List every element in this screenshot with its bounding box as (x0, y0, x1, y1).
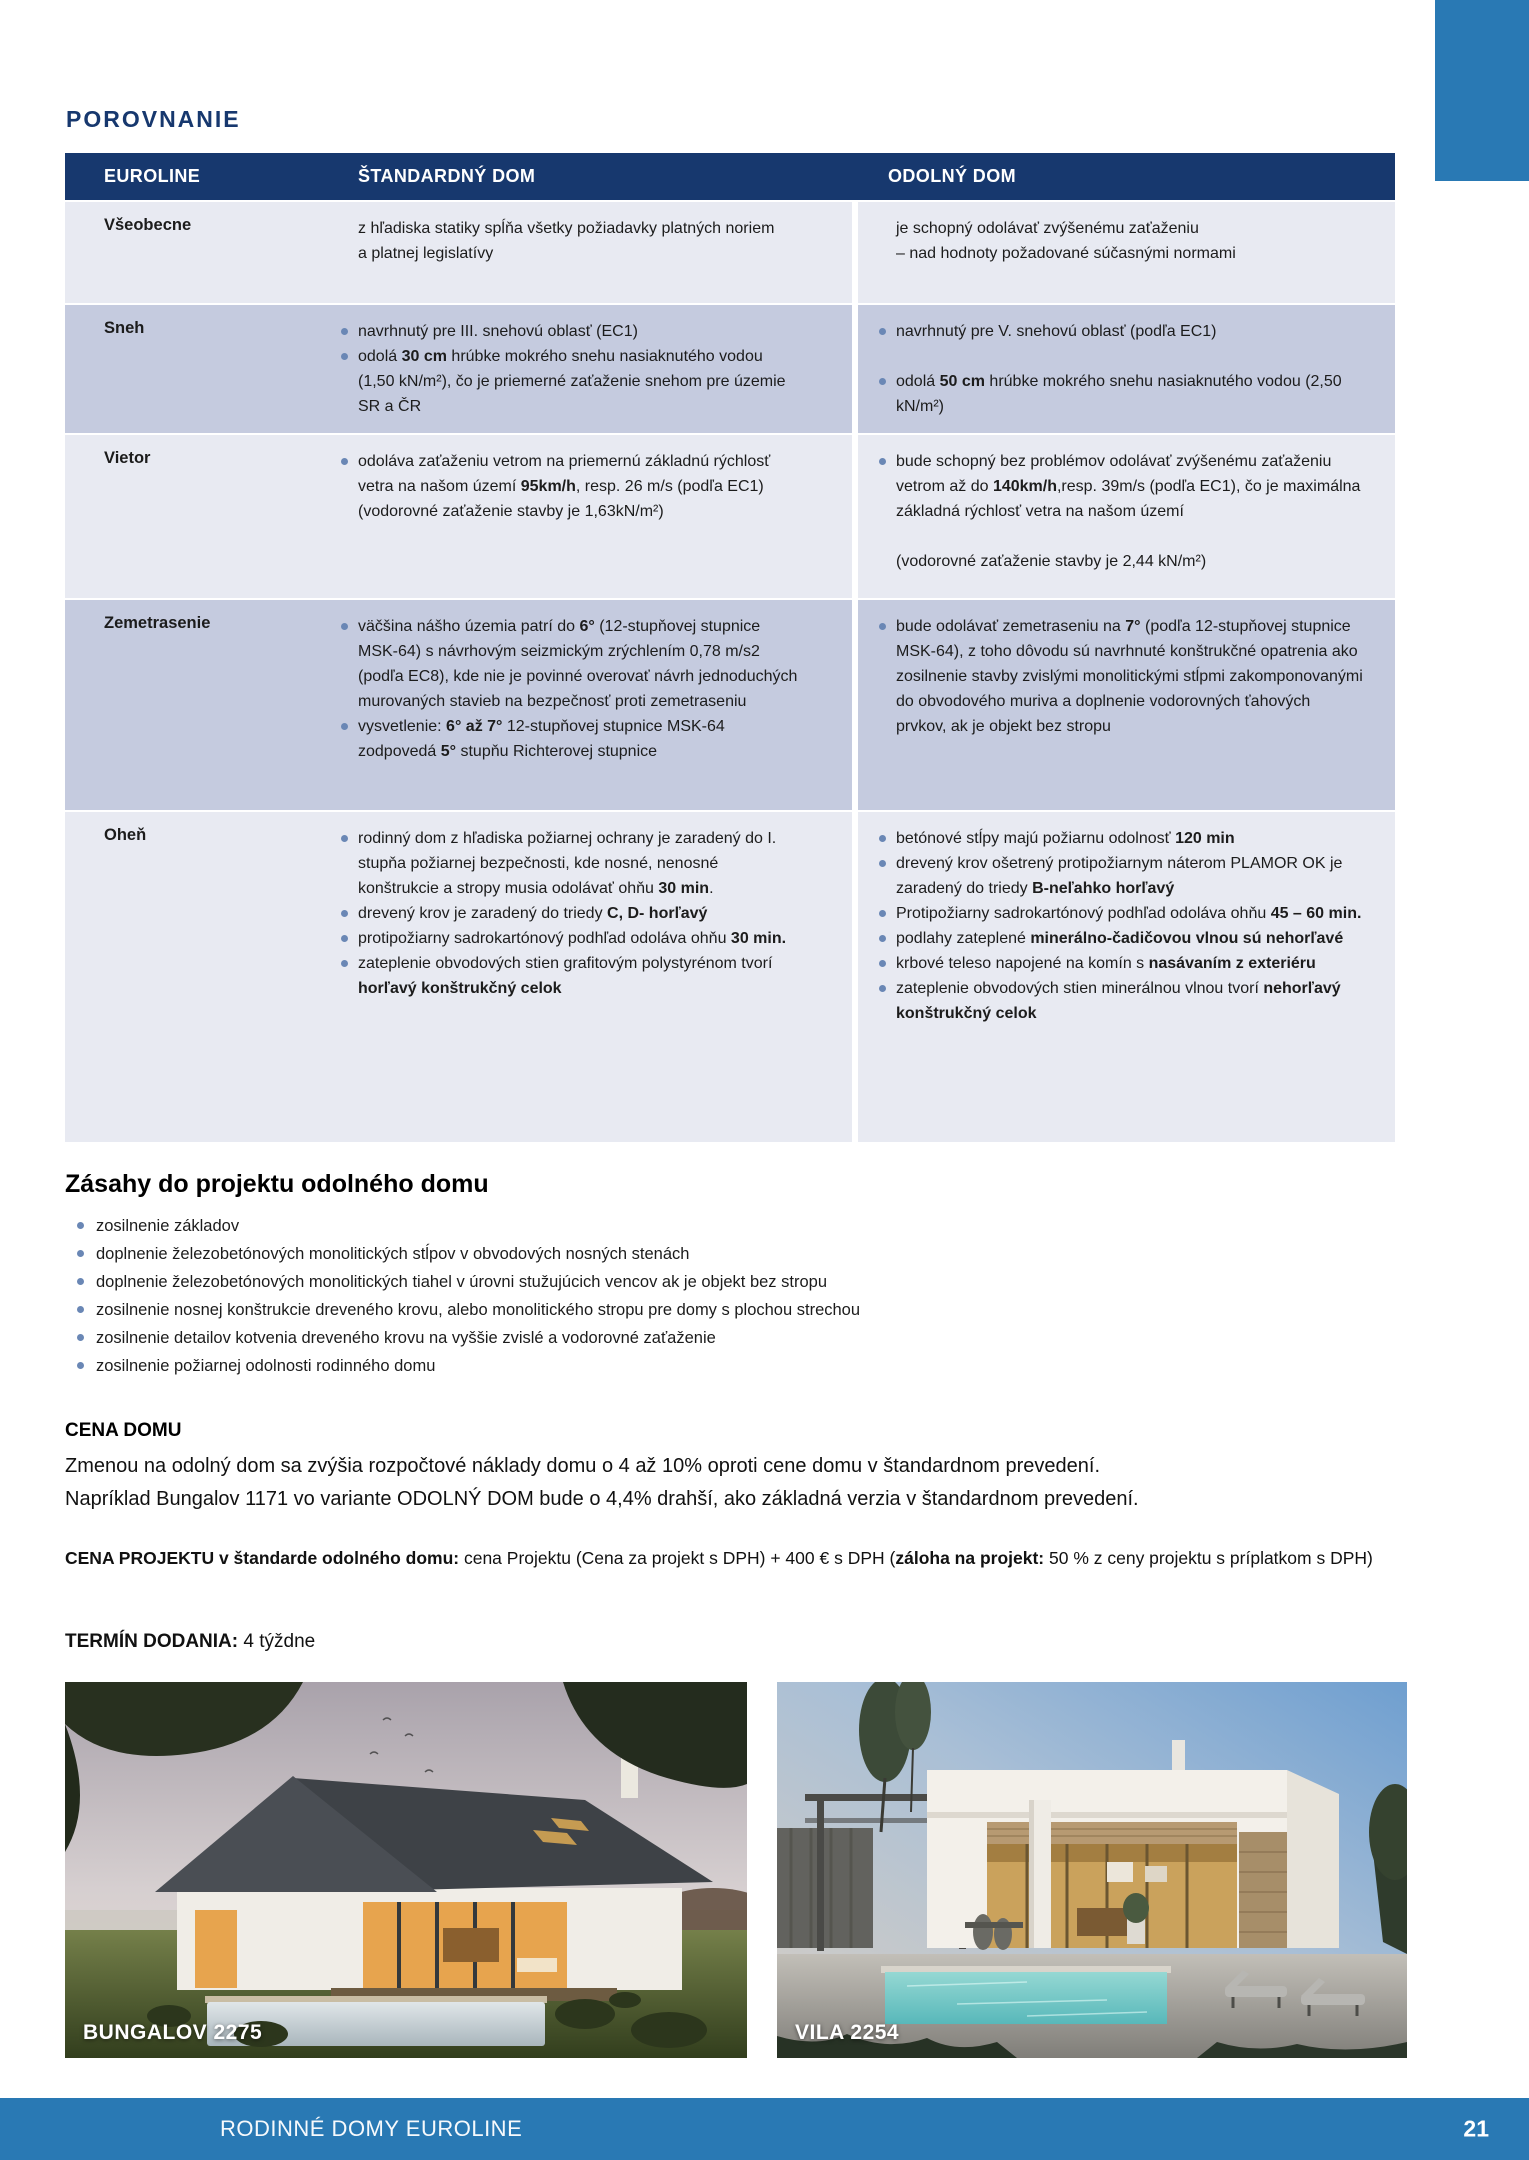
bullet-dot-icon (330, 951, 358, 1001)
bullet-item (868, 826, 1365, 851)
footer-bar (0, 2098, 1529, 2160)
table-cell (320, 202, 852, 303)
bullet-dot-icon (868, 449, 896, 524)
list-item-text: zosilnenie nosnej konštrukcie dreveného krovu, alebo monolitického stropu pre domy s plochou strechou (96, 1301, 861, 1319)
list-item (65, 1296, 1410, 1324)
bullet-dot-icon (330, 319, 358, 344)
bullet-text: drevený krov je zaradený do triedy C, D- horľavý (358, 905, 708, 922)
bullet-text: navrhnutý pre V. snehovú oblasť (podľa EC1) (896, 323, 1217, 340)
bullet-text: navrhnutý pre III. snehovú oblasť (EC1) (358, 323, 638, 340)
table-row (65, 433, 1395, 598)
table-cell (858, 600, 1395, 810)
row-label: Zemetrasenie (65, 600, 320, 810)
bullet-dot-icon (65, 1324, 96, 1352)
cell-text-line: z hľadiska statiky spĺňa všetky požiadavky platných noriem (358, 220, 775, 237)
bullet-dot-icon (65, 1352, 96, 1380)
bullet-item (330, 826, 802, 901)
bullet-text: podlahy zateplené minerálno-čadičovou vlnou sú nehorľavé (896, 930, 1344, 947)
bullet-text: (vodorovné zaťaženie stavby je 2,44 kN/m²) (896, 553, 1207, 570)
bullet-dot-icon (65, 1296, 96, 1324)
bullet-text: krbové teleso napojené na komín s nasávaním z exteriéru (896, 955, 1316, 972)
bullet-text: zateplenie obvodových stien grafitovým polystyrénom tvorí horľavý konštrukčný celok (358, 955, 773, 997)
table-cell (320, 600, 852, 810)
bullet-text: bude odolávať zemetraseniu na 7° (podľa 12-stupňovej stupnice MSK-64), z toho dôvodu sú navrhnuté konštrukčné opatrenia ako zosilnenie stavby zvislými monolitickými stĺpmi zakomponovanými do obvodového muriva a doplnenie vodorovných ťahových prvkov, ak je objekt bez stropu (896, 618, 1363, 735)
corner-accent-rectangle (1435, 0, 1529, 181)
photo-caption-vila: VILA 2254 (795, 2021, 900, 2044)
list-item (65, 1240, 1410, 1268)
bullet-item (868, 549, 1365, 574)
footer-brand: RODINNÉ DOMY EUROLINE (220, 2116, 523, 2141)
bullet-item (868, 901, 1365, 926)
bullet-dot-icon (330, 926, 358, 951)
bullet-text: rodinný dom z hľadiska požiarnej ochrany je zaradený do I. stupňa požiarnej bezpečnosti, kde nosné, nenosné konštrukcie a stropy musia odolávať ohňu 30 min. (358, 830, 777, 897)
row-label: Oheň (65, 812, 320, 1142)
list-item-text: zosilnenie požiarnej odolnosti rodinného domu (96, 1357, 436, 1375)
bullet-item (330, 614, 802, 714)
row-label: Vietor (65, 435, 320, 598)
photo-caption-bungalov: BUNGALOV 2275 (83, 2021, 263, 2044)
bullet-dot-icon (868, 549, 896, 574)
table-cell (858, 202, 1395, 303)
bullet-dot-icon (330, 449, 358, 524)
list-item (65, 1268, 1410, 1296)
bullet-item (330, 951, 802, 1001)
bullet-dot-icon (330, 826, 358, 901)
list-item-text: zosilnenie detailov kotvenia dreveného krovu na vyššie zvislé a vodorovné zaťaženie (96, 1329, 716, 1347)
list-item (65, 1352, 1410, 1380)
bullet-item (330, 901, 802, 926)
paragraph-line: Napríklad Bungalov 1171 vo variante ODOLNÝ DOM bude o 4,4% drahší, ako základná verzia v štandardnom prevedení. (65, 1488, 1139, 1510)
row-label: Všeobecne (65, 202, 320, 303)
bullet-item (868, 614, 1365, 739)
delivery-term-line: TERMÍN DODANIA: 4 týždne (65, 1631, 316, 1652)
bullet-dot-icon (65, 1240, 96, 1268)
bullet-dot-icon (330, 344, 358, 419)
cell-text-line: a platnej legislatívy (358, 245, 494, 262)
table-cell (320, 435, 852, 598)
paragraph-line: Zmenou na odolný dom sa zvýšia rozpočtové náklady domu o 4 až 10% oproti cene domu v štandardnom prevedení. (65, 1455, 1101, 1477)
bullet-text: drevený krov ošetrený protipožiarnym náterom PLAMOR OK je zaradený do triedy B-neľahko horľavý (896, 855, 1343, 897)
bullet-dot-icon (330, 614, 358, 714)
cell-text-line: – nad hodnoty požadované súčasnými normami (896, 245, 1236, 262)
list-item-text: doplnenie železobetónových monolitických stĺpov v obvodových nosných stenách (96, 1245, 690, 1263)
page-title: POROVNANIE (66, 106, 241, 132)
table-body (65, 200, 1395, 1142)
interventions-list (65, 1212, 1410, 1380)
bullet-dot-icon (330, 901, 358, 926)
bullet-dot-icon (868, 319, 896, 344)
bungalov-house-illustration (65, 1682, 747, 2058)
bullet-dot-icon (868, 614, 896, 739)
bullet-item (330, 344, 802, 419)
comparison-table (65, 153, 1395, 1142)
bullet-dot-icon (868, 951, 896, 976)
header-euroline: EUROLINE (104, 166, 201, 186)
interventions-heading: Zásahy do projektu odolného domu (65, 1170, 489, 1198)
bullet-item (868, 319, 1365, 344)
bullet-item (330, 926, 802, 951)
bullet-text: zateplenie obvodových stien minerálnou vlnou tvorí nehorľavý konštrukčný celok (896, 980, 1341, 1022)
bullet-text: odoláva zaťaženiu vetrom na priemernú základnú rýchlosť vetra na našom území 95km/h, resp. 26 m/s (podľa EC1) (vodorovné zaťaženie stavby je 1,63kN/m²) (358, 453, 771, 520)
bullet-dot-icon (65, 1212, 96, 1240)
house-price-text (65, 1450, 1410, 1516)
bullet-dot-icon (868, 826, 896, 851)
page-number: 21 (1463, 2115, 1489, 2142)
list-item-text: zosilnenie základov (96, 1217, 240, 1235)
table-row (65, 200, 1395, 303)
bullet-text: Protipožiarny sadrokartónový podhľad odoláva ohňu 45 – 60 min. (896, 905, 1362, 922)
bullet-dot-icon (65, 1268, 96, 1296)
project-price-paragraph: CENA PROJEKTU v štandarde odolného domu: cena Projektu (Cena za projekt s DPH) + 400 € s DPH (záloha na projekt: 50 % z ceny projektu s príplatkom s DPH) (65, 1548, 1373, 1568)
interventions-section (65, 1170, 1410, 1380)
bullet-text: vysvetlenie: 6° až 7° 12-stupňovej stupnice MSK-64 zodpovedá 5° stupňu Richterovej stupnice (358, 718, 725, 760)
house-photos (65, 1682, 1407, 2058)
bullet-text: odolá 50 cm hrúbke mokrého snehu nasiaknutého vodou (2,50 kN/m²) (896, 373, 1342, 415)
bullet-item (868, 449, 1365, 524)
bullet-text: odolá 30 cm hrúbke mokrého snehu nasiaknutého vodou (1,50 kN/m²), čo je priemerné zaťaženie snehom pre územie SR a ČR (358, 348, 786, 415)
row-label: Sneh (65, 305, 320, 433)
bullet-text: väčšina nášho územia patrí do 6° (12-stupňovej stupnice MSK-64) s návrhovým seizmickým zrýchlením 0,78 m/s2 (podľa EC8), kde nie je povinné overovať návrh jednoduchých murovaných stavieb na bezpečnosť proti zemetraseniu (358, 618, 798, 710)
house-price-section (65, 1420, 1410, 1516)
bullet-item (330, 319, 802, 344)
header-standardny-dom: ŠTANDARDNÝ DOM (358, 166, 536, 186)
table-row (65, 598, 1395, 810)
table-cell (858, 812, 1395, 1142)
bullet-dot-icon (868, 926, 896, 951)
table-header-row (65, 153, 1395, 200)
table-cell (858, 305, 1395, 433)
bullet-item (330, 714, 802, 764)
bullet-dot-icon (330, 714, 358, 764)
bungalov-photo (65, 1682, 747, 2058)
bullet-item (868, 851, 1365, 901)
table-cell (858, 435, 1395, 598)
house-price-heading: CENA DOMU (65, 1420, 182, 1441)
bullet-item (868, 976, 1365, 1026)
bullet-text: protipožiarny sadrokartónový podhľad odoláva ohňu 30 min. (358, 930, 787, 947)
bullet-text: betónové stĺpy majú požiarnu odolnosť 120 min (896, 830, 1235, 847)
bullet-item (330, 449, 802, 524)
vila-house-illustration (777, 1682, 1407, 2058)
bullet-item (868, 926, 1365, 951)
table-row (65, 810, 1395, 1142)
list-item-text: doplnenie železobetónových monolitických tiahel v úrovni stužujúcich vencov ak je objekt bez stropu (96, 1273, 827, 1291)
cell-text-line: je schopný odolávať zvýšenému zaťaženiu (896, 220, 1199, 237)
bullet-item (868, 951, 1365, 976)
bullet-item (868, 369, 1365, 419)
bullet-dot-icon (868, 851, 896, 901)
table-row (65, 303, 1395, 433)
vila-photo (777, 1682, 1407, 2058)
bullet-dot-icon (868, 976, 896, 1026)
list-item (65, 1212, 1410, 1240)
header-odolny-dom: ODOLNÝ DOM (888, 166, 1016, 186)
bullet-dot-icon (868, 369, 896, 419)
table-cell (320, 305, 852, 433)
table-cell (320, 812, 852, 1142)
bullet-dot-icon (868, 901, 896, 926)
bullet-text: bude schopný bez problémov odolávať zvýšenému zaťaženiu vetrom až do 140km/h,resp. 39m/s (podľa EC1), čo je maximálna základná rýchlosť vetra na našom území (896, 453, 1361, 520)
list-item (65, 1324, 1410, 1352)
